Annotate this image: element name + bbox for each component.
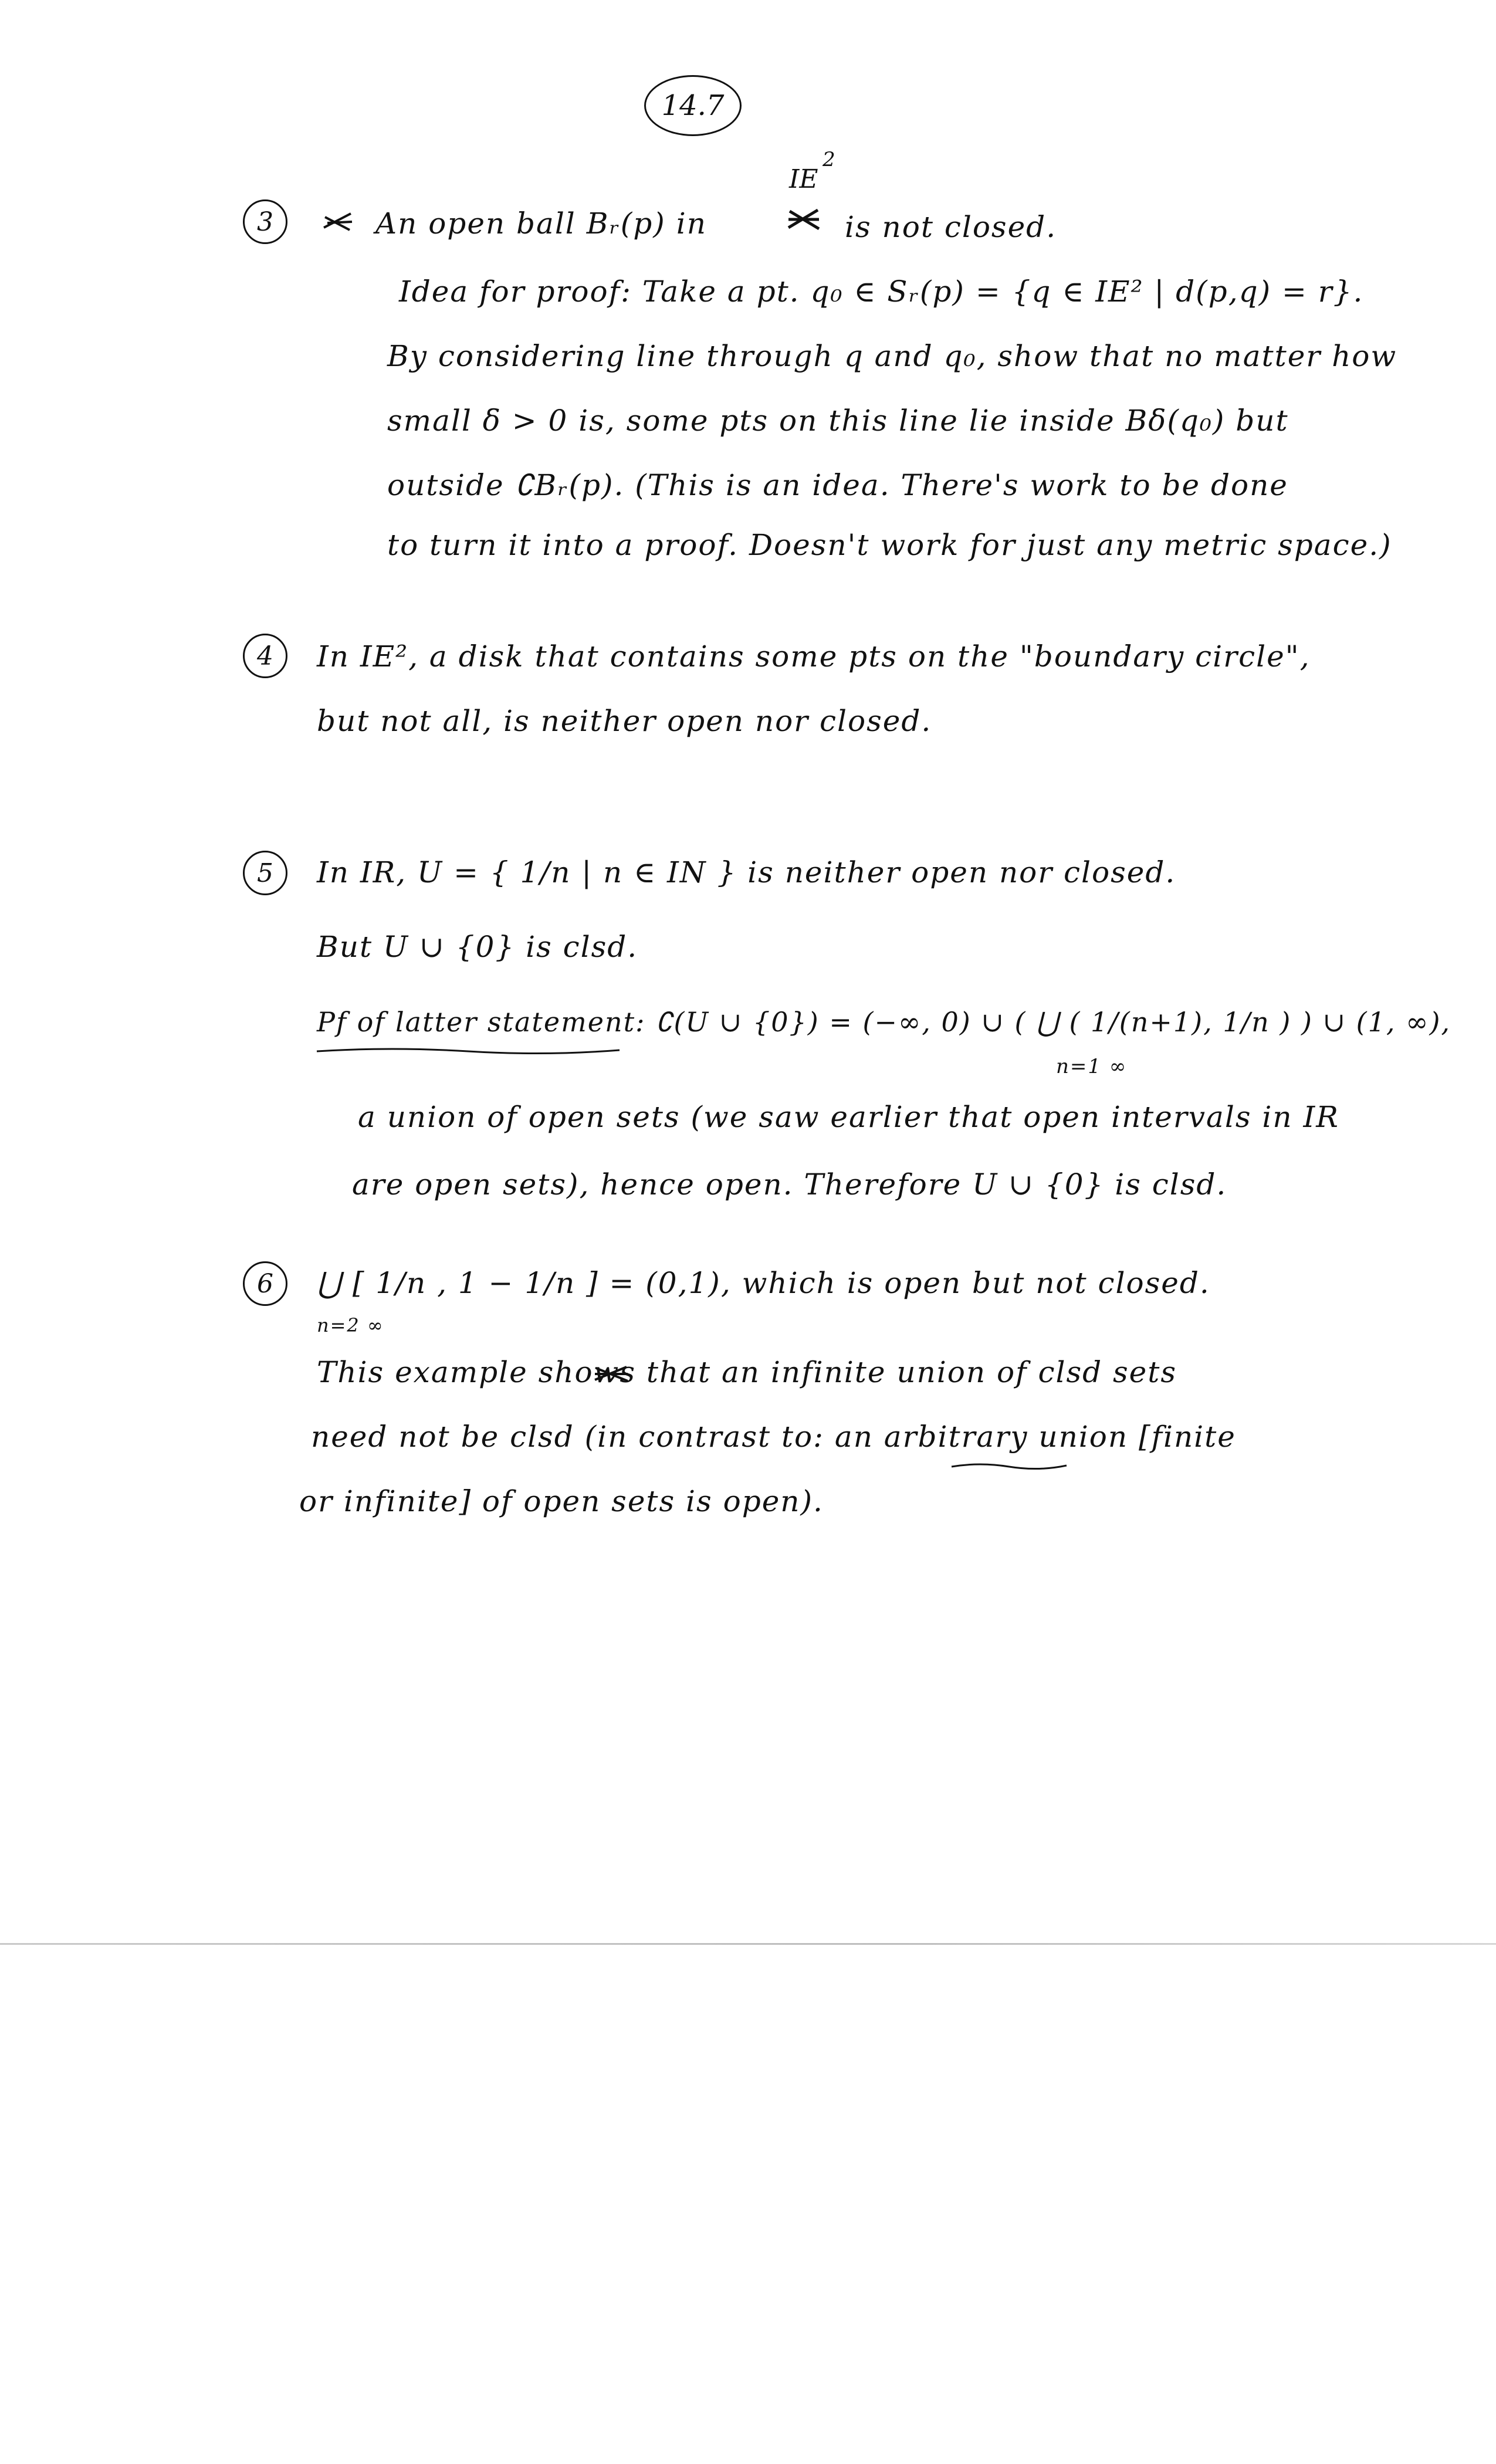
item-3-line-5: small δ > 0 is, some pts on this line lie inside Bδ(q₀) but (387, 404, 1289, 438)
item-6-line-2: n=2 ∞ (317, 1314, 384, 1336)
item-number (243, 851, 287, 895)
item-5-line-6: are open sets), hence open. Therefore U ∪ {0} is clsd. (352, 1167, 1227, 1201)
item-3-line-3: Idea for proof: Take a pt. q₀ ∈ Sᵣ(p) = {q ∈ IE² | d(p,q) = r}. (399, 275, 1364, 309)
item-number-text: 6 (257, 1268, 273, 1299)
note-item-5 (246, 851, 1451, 1226)
insert-above-sup: 2 (823, 148, 835, 171)
page-number-text: 14.7 (661, 89, 725, 122)
item-number (243, 634, 287, 678)
note-item-3 (246, 148, 1397, 610)
item-5-line-1: In IR, U = { 1/n | n ∈ IN } is neither open nor closed. (317, 855, 1176, 889)
item-6-line-4: need not be clsd (in contrast to: an arbitrary union [finite (311, 1420, 1236, 1454)
item-3-line-2: is not closed. (845, 210, 1057, 244)
note-item-6 (246, 1261, 1361, 1590)
item-6-line-1: ⋃ [ 1/n , 1 − 1/n ] = (0,1), which is open but not closed. (317, 1266, 1210, 1300)
item-5-line-2: But U ∪ {0} is clsd. (317, 930, 638, 964)
item-number (243, 1261, 287, 1306)
item-6-line-3: This example shows that an infinite union of clsd sets (317, 1355, 1177, 1389)
item-3-line-6: outside ∁Bᵣ(p). (This is an idea. There's work to be done (387, 468, 1288, 502)
item-5-line-5: a union of open sets (we saw earlier that open intervals in IR (358, 1100, 1339, 1134)
item-4-line-2: but not all, is neither open nor closed. (317, 704, 932, 738)
item-3-line-1: An open ball Bᵣ(p) in (375, 207, 707, 241)
item-5-line-4: n=1 ∞ (1056, 1055, 1128, 1078)
underline-mark (950, 1461, 1068, 1471)
underline-mark (316, 1044, 621, 1056)
item-number-text: 4 (257, 641, 273, 671)
item-number (243, 199, 287, 244)
item-number-text: 5 (257, 858, 273, 888)
item-3-line-7: to turn it into a proof. Doesn't work for just any metric space.) (387, 528, 1392, 562)
page-fold-line (0, 1943, 1496, 1945)
item-number-text: 3 (257, 207, 273, 237)
item-3-line-4: By considering line through q and q₀, show that no matter how (387, 339, 1397, 373)
scribble-mark (786, 207, 821, 232)
item-4-line-1: In IE², a disk that contains some pts on the "boundary circle", (317, 639, 1311, 673)
insert-above-text: IE (789, 164, 818, 194)
note-item-4 (246, 634, 1361, 774)
page-number (644, 75, 742, 136)
item-6-line-5: or infinite] of open sets is open). (299, 1484, 824, 1518)
item-5-line-3: Pf of latter statement: ∁(U ∪ {0}) = (−∞, 0) ∪ ( ⋃ ( 1/(n+1), 1/n ) ) ∪ (1, ∞), (317, 1006, 1451, 1038)
scribble-mark (593, 1362, 630, 1386)
scribble-mark (321, 210, 354, 233)
